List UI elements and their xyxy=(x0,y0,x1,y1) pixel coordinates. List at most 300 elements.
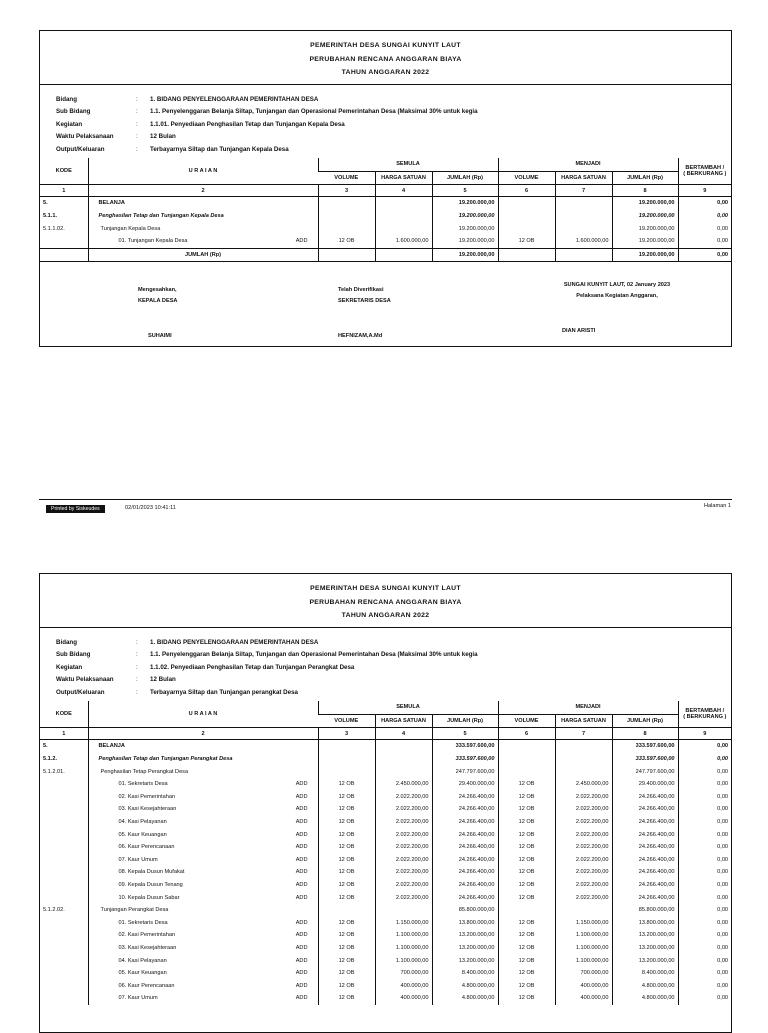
printed-by-badge: Printed by Siskeudes xyxy=(46,505,105,513)
row-uraian-cell xyxy=(88,753,318,766)
row-uraian: Penghasilan Tetap dan Tunjangan Perangkat Desa xyxy=(98,756,233,763)
row-volume-menjadi: 12 OB xyxy=(498,841,555,854)
row-volume-semula xyxy=(318,765,375,778)
colon: : xyxy=(136,688,138,696)
row-diff: 0,00 xyxy=(678,778,731,791)
row-volume-menjadi xyxy=(498,210,555,223)
row-jumlah-menjadi: 13.200.000,00 xyxy=(612,954,678,967)
row-diff: 0,00 xyxy=(678,942,731,955)
row-uraian: BELANJA xyxy=(98,743,125,750)
row-kode xyxy=(40,929,88,942)
row-volume-semula: 12 OB xyxy=(318,929,375,942)
row-jumlah-semula: 333.597.600,00 xyxy=(432,740,498,753)
row-volume-menjadi: 12 OB xyxy=(498,891,555,904)
column-header-row xyxy=(40,158,731,171)
row-uraian-cell xyxy=(88,929,318,942)
row-source: ADD xyxy=(295,970,308,977)
row-uraian: 03. Kasi Kesejahteraan xyxy=(118,944,177,951)
row-jumlah-semula: 13.200.000,00 xyxy=(432,942,498,955)
row-volume-menjadi: 12 OB xyxy=(498,917,555,930)
col-bertambah-line1: BERTAMBAH / xyxy=(685,165,725,172)
total-label: JUMLAH (Rp) xyxy=(88,248,318,262)
row-uraian: Tunjangan Kepala Desa xyxy=(100,225,161,232)
row-uraian-cell xyxy=(88,954,318,967)
table-row xyxy=(40,803,731,816)
row-harga-semula: 1.100.000,00 xyxy=(375,929,432,942)
col-index: 6 xyxy=(498,728,555,740)
row-jumlah-menjadi: 24.266.400,00 xyxy=(612,803,678,816)
row-uraian: BELANJA xyxy=(98,200,125,207)
row-harga-menjadi: 1.100.000,00 xyxy=(555,942,612,955)
col-jumlah-semula: JUMLAH (Rp) xyxy=(432,171,498,185)
row-harga-semula xyxy=(375,753,432,766)
row-jumlah-menjadi: 85.800.000,00 xyxy=(612,904,678,917)
row-uraian: 05. Kaur Keuangan xyxy=(118,970,167,977)
row-uraian: Penghasilan Tetap Perangkat Desa xyxy=(100,768,189,775)
row-kode xyxy=(40,891,88,904)
col-volume-menjadi: VOLUME xyxy=(498,714,555,728)
table-body xyxy=(40,740,731,1005)
label-kegiatan: Kegiatan xyxy=(56,663,83,671)
label-bidang: Bidang xyxy=(56,639,77,646)
row-uraian-cell xyxy=(88,765,318,778)
col-index: 9 xyxy=(678,185,731,197)
col-bertambah-line2: ( BERKURANG ) xyxy=(683,171,727,178)
row-uraian: 04. Kasi Pelayanan xyxy=(118,819,167,826)
row-jumlah-menjadi: 24.266.400,00 xyxy=(612,854,678,867)
row-volume-semula: 12 OB xyxy=(318,854,375,867)
table-row xyxy=(40,778,731,791)
row-diff: 0,00 xyxy=(678,740,731,753)
table-row xyxy=(40,753,731,766)
divider xyxy=(40,84,731,85)
row-jumlah-semula: 24.266.400,00 xyxy=(432,803,498,816)
colon: : xyxy=(136,145,138,153)
table-body xyxy=(40,197,731,248)
row-uraian-cell xyxy=(88,222,318,235)
row-volume-semula: 12 OB xyxy=(318,803,375,816)
row-uraian: 01. Sekretaris Desa xyxy=(118,781,168,788)
colon: : xyxy=(136,639,138,646)
row-volume-menjadi: 12 OB xyxy=(498,866,555,879)
col-index: 2 xyxy=(88,728,318,740)
sig-mid-name: HEFNIZAM,A.Md xyxy=(338,333,383,339)
row-kode xyxy=(40,954,88,967)
table-row xyxy=(40,828,731,841)
col-index: 4 xyxy=(375,728,432,740)
row-volume-semula: 12 OB xyxy=(318,992,375,1005)
row-harga-menjadi: 400.000,00 xyxy=(555,992,612,1005)
row-uraian-cell xyxy=(88,816,318,829)
row-harga-menjadi: 2.022.200,00 xyxy=(555,803,612,816)
row-volume-menjadi: 12 OB xyxy=(498,816,555,829)
table-row xyxy=(40,740,731,753)
row-jumlah-semula: 13.800.000,00 xyxy=(432,917,498,930)
table-row xyxy=(40,954,731,967)
row-jumlah-semula: 247.797.600,00 xyxy=(432,765,498,778)
row-harga-menjadi xyxy=(555,210,612,223)
row-harga-menjadi: 2.022.200,00 xyxy=(555,828,612,841)
row-diff: 0,00 xyxy=(678,791,731,804)
row-harga-semula xyxy=(375,904,432,917)
budget-table-2 xyxy=(40,701,731,1005)
col-index: 2 xyxy=(88,185,318,197)
row-diff: 0,00 xyxy=(678,803,731,816)
value-bidang: 1. BIDANG PENYELENGGARAAN PEMERINTAHAN DESA xyxy=(150,639,319,646)
row-volume-menjadi: 12 OB xyxy=(498,979,555,992)
row-kode xyxy=(40,791,88,804)
document-header xyxy=(40,31,731,80)
row-jumlah-menjadi: 24.266.400,00 xyxy=(612,891,678,904)
row-harga-menjadi xyxy=(555,740,612,753)
sig-left-title: KEPALA DESA xyxy=(138,297,178,304)
row-jumlah-semula: 24.266.400,00 xyxy=(432,866,498,879)
row-jumlah-menjadi: 13.200.000,00 xyxy=(612,942,678,955)
row-diff: 0,00 xyxy=(678,210,731,223)
divider xyxy=(40,627,731,628)
table-row xyxy=(40,929,731,942)
row-volume-menjadi xyxy=(498,222,555,235)
row-uraian-cell xyxy=(88,879,318,892)
row-kode xyxy=(40,854,88,867)
row-diff: 0,00 xyxy=(678,879,731,892)
row-volume-menjadi: 12 OB xyxy=(498,929,555,942)
row-kode xyxy=(40,967,88,980)
row-volume-semula: 12 OB xyxy=(318,235,375,248)
row-jumlah-menjadi: 13.800.000,00 xyxy=(612,917,678,930)
label-bidang: Bidang xyxy=(56,96,77,103)
row-volume-menjadi: 12 OB xyxy=(498,879,555,892)
row-volume-menjadi: 12 OB xyxy=(498,828,555,841)
row-source: ADD xyxy=(295,819,308,826)
row-volume-semula: 12 OB xyxy=(318,791,375,804)
row-source: ADD xyxy=(295,831,308,838)
table-row xyxy=(40,979,731,992)
col-index: 1 xyxy=(40,728,88,740)
value-waktu: 12 Bulan xyxy=(150,676,176,684)
row-kode xyxy=(40,235,88,248)
col-index: 5 xyxy=(432,185,498,197)
row-source: ADD xyxy=(295,869,308,876)
col-volume-semula: VOLUME xyxy=(318,171,375,185)
row-uraian: 06. Kaur Perencanaan xyxy=(118,982,175,989)
row-uraian: 02. Kasi Pemerintahan xyxy=(118,932,176,939)
row-volume-menjadi xyxy=(498,765,555,778)
row-volume-semula: 12 OB xyxy=(318,816,375,829)
row-volume-semula xyxy=(318,904,375,917)
row-volume-semula: 12 OB xyxy=(318,967,375,980)
signature-pelaksana xyxy=(542,280,692,337)
row-jumlah-semula: 4.800.000,00 xyxy=(432,979,498,992)
col-index: 5 xyxy=(432,728,498,740)
row-harga-menjadi: 2.022.200,00 xyxy=(555,791,612,804)
label-kegiatan: Kegiatan xyxy=(56,120,83,128)
col-index: 8 xyxy=(612,728,678,740)
row-kode xyxy=(40,992,88,1005)
row-uraian: 05. Kaur Keuangan xyxy=(118,831,167,838)
row-harga-menjadi: 1.150.000,00 xyxy=(555,917,612,930)
row-diff: 0,00 xyxy=(678,765,731,778)
row-diff: 0,00 xyxy=(678,197,731,210)
row-uraian-cell xyxy=(88,791,318,804)
row-volume-semula xyxy=(318,197,375,210)
total-semula: 19.200.000,00 xyxy=(432,248,498,262)
row-source: ADD xyxy=(295,856,308,863)
row-jumlah-menjadi: 24.266.400,00 xyxy=(612,791,678,804)
col-bertambah-line1: BERTAMBAH / xyxy=(685,708,725,715)
row-jumlah-semula: 85.800.000,00 xyxy=(432,904,498,917)
row-volume-semula: 12 OB xyxy=(318,778,375,791)
row-diff: 0,00 xyxy=(678,904,731,917)
row-harga-menjadi: 400.000,00 xyxy=(555,979,612,992)
row-kode xyxy=(40,979,88,992)
col-kode: KODE xyxy=(40,158,88,185)
print-datetime: 02/01/2023 10:41:11 xyxy=(125,505,176,511)
row-uraian-cell xyxy=(88,778,318,791)
row-harga-semula: 1.600.000,00 xyxy=(375,235,432,248)
sig-mid-title: SEKRETARIS DESA xyxy=(338,297,391,304)
table-row xyxy=(40,917,731,930)
row-harga-menjadi xyxy=(555,753,612,766)
header-line-3: TAHUN ANGGARAN 2022 xyxy=(341,69,430,76)
row-volume-menjadi xyxy=(498,197,555,210)
table-row xyxy=(40,891,731,904)
col-harga-semula: HARGA SATUAN xyxy=(375,714,432,728)
colon: : xyxy=(136,663,138,671)
row-volume-semula xyxy=(318,753,375,766)
row-source: ADD xyxy=(295,894,308,901)
value-bidang: 1. BIDANG PENYELENGGARAAN PEMERINTAHAN DESA xyxy=(150,96,319,103)
label-sub-bidang: Sub Bidang xyxy=(56,651,91,659)
row-harga-semula: 2.022.200,00 xyxy=(375,854,432,867)
activity-info xyxy=(56,637,478,699)
col-menjadi: MENJADI xyxy=(498,158,678,171)
total-menjadi: 19.200.000,00 xyxy=(612,248,678,262)
total-diff: 0,00 xyxy=(678,248,731,262)
row-harga-semula: 2.022.200,00 xyxy=(375,791,432,804)
row-diff: 0,00 xyxy=(678,954,731,967)
col-bertambah xyxy=(678,158,731,185)
row-diff: 0,00 xyxy=(678,891,731,904)
value-kegiatan: 1.1.02. Penyediaan Penghasilan Tetap dan Tunjangan Perangkat Desa xyxy=(150,663,355,671)
row-jumlah-menjadi: 247.797.600,00 xyxy=(612,765,678,778)
row-volume-semula: 12 OB xyxy=(318,954,375,967)
label-waktu: Waktu Pelaksanaan xyxy=(56,676,114,684)
row-diff: 0,00 xyxy=(678,235,731,248)
row-jumlah-menjadi: 24.266.400,00 xyxy=(612,841,678,854)
row-source: ADD xyxy=(295,957,308,964)
table-row xyxy=(40,942,731,955)
colon: : xyxy=(136,676,138,684)
label-output: Output/Keluaran xyxy=(56,688,105,696)
label-sub-bidang: Sub Bidang xyxy=(56,108,91,116)
row-kode: 5.1.2.02. xyxy=(43,907,65,914)
row-volume-semula: 12 OB xyxy=(318,942,375,955)
row-uraian-cell xyxy=(88,803,318,816)
row-diff: 0,00 xyxy=(678,992,731,1005)
row-jumlah-semula: 19.200.000,00 xyxy=(432,222,498,235)
label-waktu: Waktu Pelaksanaan xyxy=(56,133,114,141)
row-uraian-cell xyxy=(88,942,318,955)
row-uraian-cell xyxy=(88,866,318,879)
col-volume-semula: VOLUME xyxy=(318,714,375,728)
row-volume-menjadi: 12 OB xyxy=(498,235,555,248)
row-jumlah-semula: 24.266.400,00 xyxy=(432,854,498,867)
col-semula: SEMULA xyxy=(318,158,498,171)
row-source: ADD xyxy=(295,781,308,788)
row-uraian-cell xyxy=(88,967,318,980)
row-kode xyxy=(40,917,88,930)
colon: : xyxy=(136,96,138,103)
row-jumlah-semula: 29.400.000,00 xyxy=(432,778,498,791)
row-source: ADD xyxy=(295,944,308,951)
row-jumlah-semula: 24.266.400,00 xyxy=(432,828,498,841)
value-kegiatan: 1.1.01. Penyediaan Penghasilan Tetap dan Tunjangan Kepala Desa xyxy=(150,120,345,128)
row-uraian: 07. Kaur Umum xyxy=(118,995,158,1002)
row-source: ADD xyxy=(295,806,308,813)
row-harga-semula: 2.450.000,00 xyxy=(375,778,432,791)
row-volume-menjadi: 12 OB xyxy=(498,967,555,980)
row-jumlah-menjadi: 19.200.000,00 xyxy=(612,222,678,235)
value-output: Terbayarnya Siltap dan Tunjangan perangkat Desa xyxy=(150,688,298,696)
colon: : xyxy=(136,651,138,659)
table-row xyxy=(40,816,731,829)
row-diff: 0,00 xyxy=(678,866,731,879)
row-uraian-cell xyxy=(88,917,318,930)
col-harga-semula: HARGA SATUAN xyxy=(375,171,432,185)
col-index: 8 xyxy=(612,185,678,197)
column-index-row xyxy=(40,185,731,197)
row-jumlah-semula: 24.266.400,00 xyxy=(432,879,498,892)
row-uraian: 01. Sekretaris Desa xyxy=(118,919,168,926)
row-harga-menjadi: 1.600.000,00 xyxy=(555,235,612,248)
row-source: ADD xyxy=(295,982,308,989)
row-harga-menjadi xyxy=(555,904,612,917)
row-uraian-cell xyxy=(88,235,318,248)
sig-right-place-date: SUNGAI KUNYIT LAUT, 02 January 2023 xyxy=(563,282,671,288)
row-volume-semula: 12 OB xyxy=(318,828,375,841)
row-kode: 5. xyxy=(43,200,48,207)
table-row xyxy=(40,879,731,892)
header-line-1: PEMERINTAH DESA SUNGAI KUNYIT LAUT xyxy=(310,585,461,592)
row-uraian: 04. Kasi Pelayanan xyxy=(118,957,167,964)
row-harga-semula: 2.022.200,00 xyxy=(375,816,432,829)
row-uraian: 08. Kepala Dusun Mufakat xyxy=(118,869,185,876)
row-diff: 0,00 xyxy=(678,222,731,235)
row-jumlah-menjadi: 24.266.400,00 xyxy=(612,866,678,879)
table-row xyxy=(40,992,731,1005)
table-row xyxy=(40,235,731,248)
row-uraian: 01. Tunjangan Kepala Desa xyxy=(118,238,188,245)
colon: : xyxy=(136,120,138,128)
row-uraian-cell xyxy=(88,854,318,867)
row-volume-menjadi: 12 OB xyxy=(498,803,555,816)
col-index: 1 xyxy=(40,185,88,197)
budget-table-1 xyxy=(40,158,731,262)
row-jumlah-menjadi: 4.800.000,00 xyxy=(612,979,678,992)
row-harga-semula: 2.022.200,00 xyxy=(375,879,432,892)
row-harga-menjadi: 2.450.000,00 xyxy=(555,778,612,791)
row-source: ADD xyxy=(295,882,308,889)
row-source: ADD xyxy=(295,919,308,926)
row-kode: 5.1.1.02. xyxy=(43,225,65,232)
table-row xyxy=(40,197,731,210)
table-row xyxy=(40,765,731,778)
row-volume-menjadi xyxy=(498,753,555,766)
row-source: ADD xyxy=(295,932,308,939)
signature-kepala-desa xyxy=(138,285,177,342)
row-jumlah-menjadi: 29.400.000,00 xyxy=(612,778,678,791)
row-kode xyxy=(40,879,88,892)
row-volume-semula: 12 OB xyxy=(318,891,375,904)
activity-info xyxy=(56,94,478,156)
col-menjadi: MENJADI xyxy=(498,701,678,714)
header-line-1: PEMERINTAH DESA SUNGAI KUNYIT LAUT xyxy=(310,42,461,49)
row-jumlah-menjadi: 8.400.000,00 xyxy=(612,967,678,980)
value-waktu: 12 Bulan xyxy=(150,133,176,141)
signature-sekretaris xyxy=(338,285,391,342)
table-row xyxy=(40,841,731,854)
row-kode: 5. xyxy=(43,743,48,750)
row-jumlah-semula: 13.200.000,00 xyxy=(432,954,498,967)
row-uraian-cell xyxy=(88,828,318,841)
col-bertambah-line2: ( BERKURANG ) xyxy=(683,714,727,721)
col-jumlah-semula: JUMLAH (Rp) xyxy=(432,714,498,728)
row-volume-menjadi xyxy=(498,904,555,917)
row-jumlah-semula: 24.266.400,00 xyxy=(432,891,498,904)
row-harga-menjadi: 1.100.000,00 xyxy=(555,954,612,967)
row-jumlah-menjadi: 333.597.600,00 xyxy=(612,753,678,766)
row-kode: 5.1.1. xyxy=(43,213,57,220)
row-harga-semula: 1.150.000,00 xyxy=(375,917,432,930)
row-harga-semula: 1.100.000,00 xyxy=(375,942,432,955)
row-diff: 0,00 xyxy=(678,929,731,942)
row-jumlah-semula: 24.266.400,00 xyxy=(432,816,498,829)
value-sub-bidang: 1.1. Penyelenggaran Belanja Siltap, Tunjangan dan Operasional Pemerintahan Desa (Maksimal 30% untuk kegia xyxy=(150,108,478,116)
col-uraian: U R A I A N xyxy=(88,701,318,728)
row-uraian: Penghasilan Tetap dan Tunjangan Kepala Desa xyxy=(98,213,224,220)
row-uraian: 02. Kasi Pemerintahan xyxy=(118,793,176,800)
row-jumlah-semula: 13.200.000,00 xyxy=(432,929,498,942)
row-uraian: Tunjangan Perangkat Desa xyxy=(100,907,169,914)
col-index: 6 xyxy=(498,185,555,197)
row-uraian-cell xyxy=(88,979,318,992)
header-line-3: TAHUN ANGGARAN 2022 xyxy=(341,612,430,619)
col-index: 3 xyxy=(318,728,375,740)
row-volume-semula: 12 OB xyxy=(318,841,375,854)
row-uraian-cell xyxy=(88,891,318,904)
row-volume-semula: 12 OB xyxy=(318,866,375,879)
row-harga-semula: 2.022.200,00 xyxy=(375,866,432,879)
page-number: Halaman 1 xyxy=(703,503,731,509)
col-jumlah-menjadi: JUMLAH (Rp) xyxy=(612,714,678,728)
label-output: Output/Keluaran xyxy=(56,145,105,153)
row-uraian: 03. Kasi Kesejahteraan xyxy=(118,806,177,813)
row-kode xyxy=(40,866,88,879)
row-harga-semula: 2.022.200,00 xyxy=(375,803,432,816)
col-bertambah xyxy=(678,701,731,728)
row-harga-semula xyxy=(375,740,432,753)
column-header-row xyxy=(40,701,731,714)
column-index-row xyxy=(40,728,731,740)
row-jumlah-menjadi: 19.200.000,00 xyxy=(612,235,678,248)
row-harga-semula: 400.000,00 xyxy=(375,992,432,1005)
row-harga-menjadi xyxy=(555,765,612,778)
page-footer-line xyxy=(39,499,732,500)
row-jumlah-semula: 333.597.600,00 xyxy=(432,753,498,766)
row-diff: 0,00 xyxy=(678,967,731,980)
row-uraian: 07. Kaur Umum xyxy=(118,856,158,863)
